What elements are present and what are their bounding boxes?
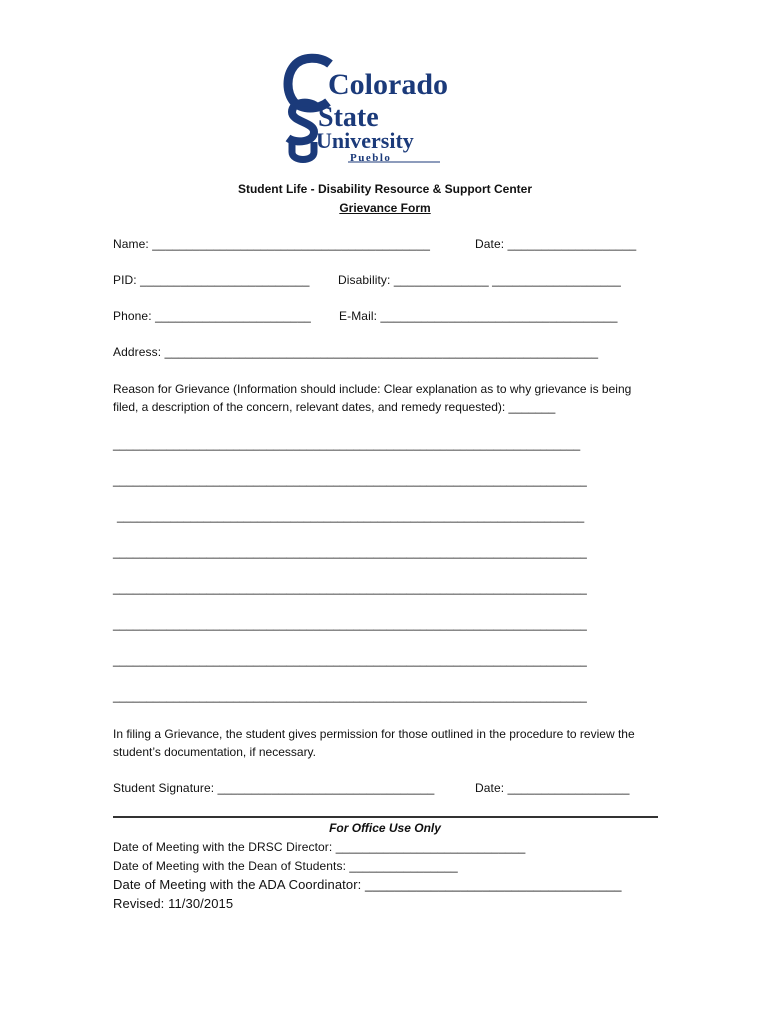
revised-date: Revised: 11/30/2015 bbox=[113, 896, 234, 911]
phone-field[interactable]: Phone: _______________________ bbox=[113, 309, 311, 323]
drsc-meeting-date-field[interactable]: Date of Meeting with the DRSC Director: ____________________________ bbox=[113, 840, 526, 854]
reason-line[interactable]: ______________________________________________________________________ bbox=[117, 509, 585, 523]
reason-line[interactable]: _______________________________________________________________________ bbox=[113, 545, 587, 559]
reason-line[interactable]: _______________________________________________________________________ bbox=[113, 689, 587, 703]
reason-line[interactable]: ______________________________________________________________________ bbox=[113, 437, 581, 451]
date-field[interactable]: Date: ___________________ bbox=[475, 237, 637, 251]
email-field[interactable]: E-Mail: ___________________________________ bbox=[339, 309, 618, 323]
office-divider bbox=[113, 816, 658, 818]
office-use-title: For Office Use Only bbox=[329, 821, 441, 835]
logo-university: University bbox=[316, 128, 414, 153]
student-signature-field[interactable]: Student Signature: ________________________________ bbox=[113, 781, 435, 795]
reason-line[interactable]: _______________________________________________________________________ bbox=[113, 617, 587, 631]
address-field[interactable]: Address: ________________________________________________________________ bbox=[113, 345, 599, 359]
reason-instructions: Reason for Grievance (Information should include: Clear explanation as to why grievance is being filed, a description of the concern, relevant dates, and remedy requested): _______ bbox=[113, 382, 632, 414]
dean-meeting-date-field[interactable]: Date of Meeting with the Dean of Students: ________________ bbox=[113, 859, 458, 873]
form-header-title: Student Life - Disability Resource & Support Center bbox=[237, 182, 533, 196]
reason-line[interactable]: _______________________________________________________________________ bbox=[113, 473, 587, 487]
pid-field[interactable]: PID: _________________________ bbox=[113, 273, 310, 287]
logo-pueblo: Pueblo bbox=[350, 152, 392, 164]
ada-meeting-date-field[interactable]: Date of Meeting with the ADA Coordinator: ___________________________________ bbox=[113, 877, 622, 892]
reason-line[interactable]: _______________________________________________________________________ bbox=[113, 653, 587, 667]
name-field[interactable]: Name: _________________________________________ bbox=[113, 237, 431, 251]
csu-pueblo-logo bbox=[280, 52, 495, 164]
disability-field[interactable]: Disability: ______________ ___________________ bbox=[338, 273, 621, 287]
signature-date-field[interactable]: Date: __________________ bbox=[475, 781, 630, 795]
logo-colorado: Colorado bbox=[328, 68, 448, 101]
form-title: Grievance Form bbox=[339, 201, 431, 215]
logo-state: State bbox=[318, 102, 379, 133]
reason-line[interactable]: _______________________________________________________________________ bbox=[113, 581, 587, 595]
permission-statement: In filing a Grievance, the student gives permission for those outlined in the procedure to review the student’s documentation, if necessary. bbox=[113, 727, 635, 759]
